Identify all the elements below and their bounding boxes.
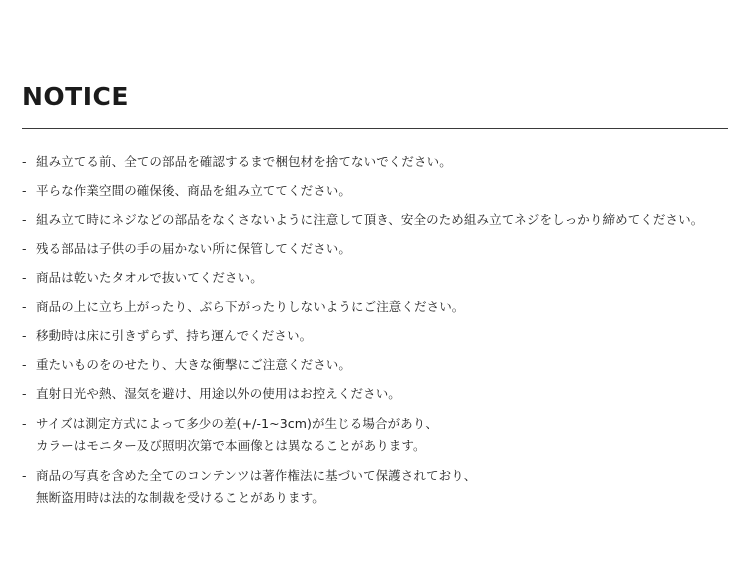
list-item-line: 商品の上に立ち上がったり、ぶら下がったりしないようにご注意ください。 <box>36 299 465 314</box>
list-item <box>22 152 728 172</box>
bullet-marker: - <box>22 299 27 314</box>
list-item-text <box>36 297 728 317</box>
list-item-line: 商品の写真を含めた全てのコンテンツは著作権法に基づいて保護されており、 <box>36 468 477 483</box>
list-item <box>22 297 728 317</box>
list-item-line: 無断盗用時は法的な制裁を受けることがあります。 <box>36 490 325 505</box>
bullet-marker: - <box>22 154 27 169</box>
list-item-line: 商品は乾いたタオルで抜いてください。 <box>36 270 263 285</box>
notice-list <box>22 152 728 518</box>
bullet-marker: - <box>22 241 27 256</box>
list-item-text <box>36 239 728 259</box>
list-item-text <box>36 326 728 346</box>
bullet-marker: - <box>22 468 27 483</box>
list-item-text <box>36 355 728 375</box>
bullet-marker: - <box>22 328 27 343</box>
list-item-line: 組み立て時にネジなどの部品をなくさないように注意して頂き、安全のため組み立てネジをしっかり締めてください。 <box>36 212 704 227</box>
bullet-marker: - <box>22 212 27 227</box>
list-item <box>22 268 728 288</box>
list-item <box>22 210 728 230</box>
list-item-text <box>36 181 728 201</box>
list-item-line: 平らな作業空間の確保後、商品を組み立ててください。 <box>36 183 352 198</box>
page-title: NOTICE <box>22 82 129 111</box>
list-item-line: 直射日光や熱、湿気を避け、用途以外の使用はお控えください。 <box>36 386 401 401</box>
bullet-marker: - <box>22 270 27 285</box>
list-item-line: サイズは測定方式によって多少の差(+/-1~3cm)が生じる場合があり、 <box>36 416 438 431</box>
list-item-text <box>36 414 728 456</box>
bullet-marker: - <box>22 386 27 401</box>
list-item-text <box>36 210 728 230</box>
bullet-marker: - <box>22 183 27 198</box>
title-divider <box>22 128 728 129</box>
list-item <box>22 466 728 508</box>
bullet-marker: - <box>22 416 27 431</box>
list-item-line: 残る部品は子供の手の届かない所に保管してください。 <box>36 241 352 256</box>
list-item-text <box>36 466 728 508</box>
list-item-text <box>36 268 728 288</box>
list-item-line: 移動時は床に引きずらず、持ち運んでください。 <box>36 328 313 343</box>
list-item <box>22 414 728 456</box>
bullet-marker: - <box>22 357 27 372</box>
list-item <box>22 384 728 404</box>
list-item-line: カラーはモニター及び照明次第で本画像とは異なることがあります。 <box>36 438 426 453</box>
list-item <box>22 239 728 259</box>
list-item-line: 重たいものをのせたり、大きな衝撃にご注意ください。 <box>36 357 352 372</box>
list-item-line: 組み立てる前、全ての部品を確認するまで梱包材を捨てないでください。 <box>36 154 452 169</box>
list-item <box>22 326 728 346</box>
list-item <box>22 181 728 201</box>
list-item-text <box>36 384 728 404</box>
list-item <box>22 355 728 375</box>
list-item-text <box>36 152 728 172</box>
